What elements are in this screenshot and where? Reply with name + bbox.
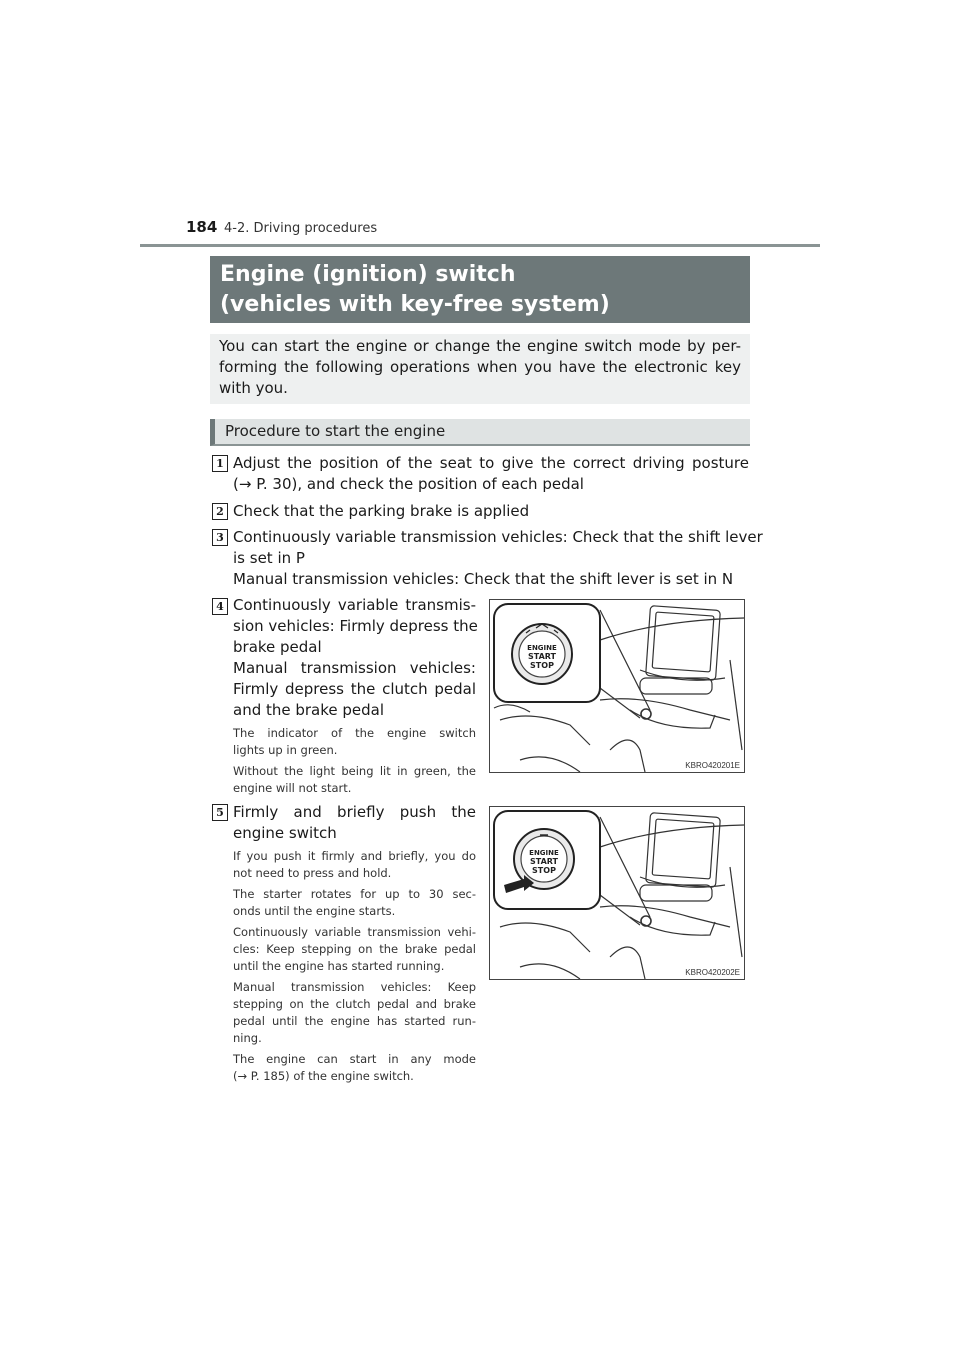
step-4-note: Without the light being lit in green, the (233, 764, 476, 778)
step-3-line: Manual transmission vehicles: Check that the shift lever is set in N (233, 570, 734, 588)
running-head: 4-2. Driving procedures (224, 221, 378, 236)
button-label-engine: ENGINE (529, 849, 559, 857)
intro-line: You can start the engine or change the engine switch mode by per- (219, 337, 741, 355)
title-line-2: (vehicles with key-free system) (220, 292, 610, 317)
step-5-note: (→ P. 185) of the engine switch. (233, 1069, 414, 1083)
illustration-engine-switch-indicator (489, 599, 745, 773)
illustration-code: KBRO420202E (685, 968, 740, 977)
step-5-note: ning. (233, 1031, 262, 1045)
button-label-stop: STOP (530, 661, 554, 670)
step-4-line: Continuously variable transmis- (233, 596, 476, 614)
button-label-start: START (529, 857, 559, 866)
step-1-line: (→ P. 30), and check the position of each pedal (233, 475, 584, 493)
step-4-note: lights up in green. (233, 743, 338, 757)
step-5-line: Firmly and briefly push the (233, 803, 476, 821)
step-5-note: not need to press and hold. (233, 866, 392, 880)
step-5-note: pedal until the engine has started run- (233, 1014, 476, 1028)
step-5-line: engine switch (233, 824, 337, 842)
header-rule (140, 244, 820, 247)
intro-line: with you. (219, 379, 288, 397)
step-4-line: Manual transmission vehicles: (233, 659, 476, 677)
step-4-line: and the brake pedal (233, 701, 385, 719)
button-label-start: START (527, 652, 557, 661)
step-number-1: 1 (212, 455, 228, 472)
step-3-line: Continuously variable transmission vehicles: Check that the shift lever (233, 528, 763, 546)
button-label-stop: STOP (532, 866, 556, 875)
step-5-note: onds until the engine starts. (233, 904, 396, 918)
illustration-code: KBRO420201E (685, 761, 740, 770)
section-heading (210, 419, 750, 446)
button-label-engine: ENGINE (527, 644, 557, 652)
step-4-note: The indicator of the engine switch (233, 726, 476, 740)
step-1-line: Adjust the position of the seat to give the correct driving posture (233, 454, 749, 472)
step-3-line: is set in P (233, 549, 305, 567)
step-5-note: until the engine has started running. (233, 959, 445, 973)
page-title (210, 256, 750, 323)
step-2-line: Check that the parking brake is applied (233, 502, 530, 520)
step-number-3: 3 (212, 529, 228, 546)
step-4-line: Firmly depress the clutch pedal (233, 680, 476, 698)
intro-line: forming the following operations when you have the electronic key (219, 358, 741, 376)
title-line-1: Engine (ignition) switch (220, 262, 516, 287)
step-4-line: brake pedal (233, 638, 322, 656)
step-number-5: 5 (212, 804, 228, 821)
step-number-4: 4 (212, 598, 228, 615)
step-5-note: cles: Keep stepping on the brake pedal (233, 942, 476, 956)
step-5-note: Manual transmission vehicles: Keep (233, 980, 476, 994)
page-number: 184 (186, 218, 218, 236)
intro-box (210, 334, 750, 404)
step-5-note: The starter rotates for up to 30 sec- (233, 887, 476, 901)
step-number-2: 2 (212, 503, 228, 520)
step-5-note: The engine can start in any mode (233, 1052, 476, 1066)
section-title: Procedure to start the engine (225, 422, 446, 440)
illustration-push-engine-switch (489, 806, 745, 980)
step-5-note: stepping on the clutch pedal and brake (233, 997, 476, 1011)
step-5-note: If you push it firmly and briefly, you do (233, 849, 476, 863)
step-5-note: Continuously variable transmission vehi- (233, 925, 476, 939)
step-4-line: sion vehicles: Firmly depress the (233, 617, 478, 635)
step-4-note: engine will not start. (233, 781, 352, 795)
